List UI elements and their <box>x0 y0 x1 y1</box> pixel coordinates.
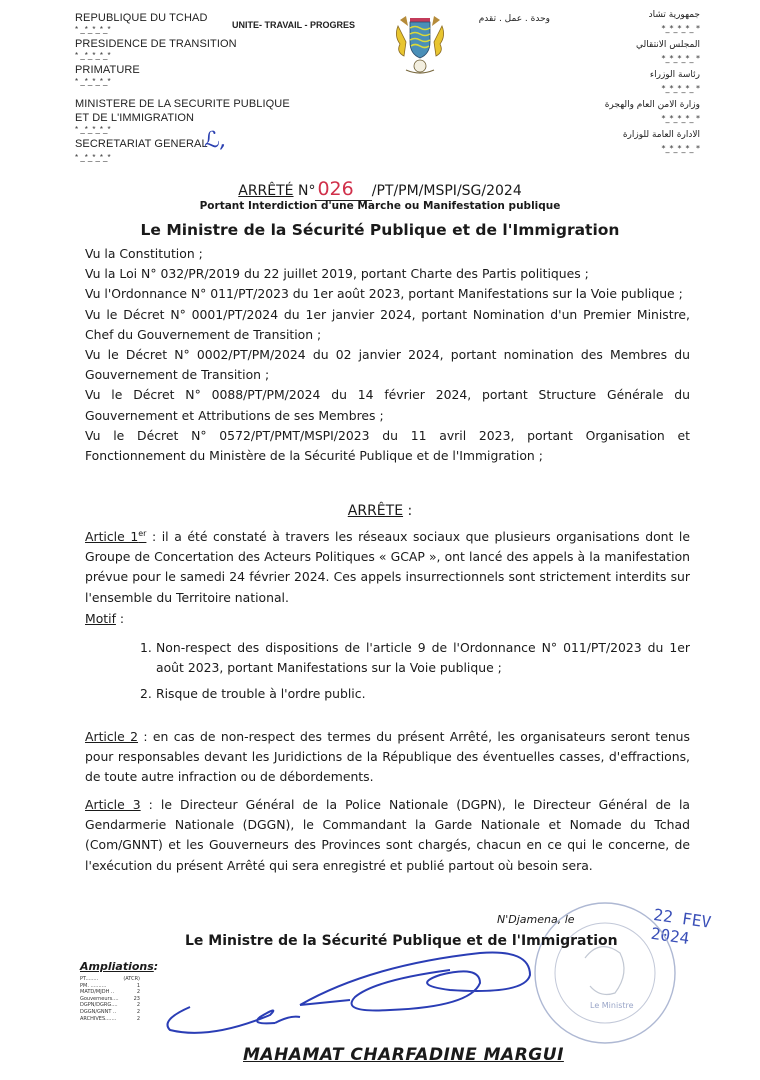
visa-item: Vu le Décret N° 0002/PT/PM/2024 du 02 janvier 2024, portant nomination des Membres du Gouvernement de Transition ; <box>85 347 690 383</box>
article-1 <box>85 527 690 608</box>
motif-heading <box>85 609 690 629</box>
seal-text: Le Ministre <box>590 1001 634 1010</box>
header-ar-primature: رئاسة الوزراء <box>649 70 700 80</box>
header-ar-separator: *_*_*_*_ * <box>661 84 700 93</box>
coat-of-arms-icon <box>392 12 448 76</box>
visa-item: Vu le Décret N° 0001/PT/2024 du 1er janvier 2024, portant Nomination d'un Premier Ministre, Chef du Gouvernement de Transition ; <box>85 306 690 342</box>
decree-number: 026 <box>315 178 371 201</box>
header-ar-council: المجلس الانتقالي <box>636 40 700 50</box>
motif-item: 1. Non-respect des dispositions de l'article 9 de l'Ordonnance N° 011/PT/2023 du 1er août 2023, portant Manifestations sur la Voie publique ; <box>140 638 690 678</box>
motto-french: UNITE- TRAVAIL - PROGRES <box>232 20 356 30</box>
header-ar-separator: *_*_*_*_ * <box>661 114 700 123</box>
arrete-heading-text: ARRÊTE <box>347 503 404 519</box>
motif-item-text: Non-respect des dispositions de l'article 9 de l'Ordonnance N° 011/PT/2023 du 1er août 2023, portant Manifestations sur la Voie publique ; <box>156 640 690 676</box>
decree-number-label: N° <box>297 183 316 199</box>
motif-list <box>140 638 690 705</box>
header-ar-separator: *_*_*_*_ * <box>661 54 700 63</box>
date-stamp: 22 FEV 2024 <box>649 905 713 948</box>
ampliations-list <box>80 976 140 1022</box>
header-separator: * _*_*_*_* <box>75 77 111 86</box>
article-2-label: Article 2 <box>85 729 139 744</box>
header-ar-republic: جمهورية تشاد <box>648 10 700 20</box>
arrete-heading <box>0 503 760 519</box>
arrete-heading-colon: : <box>403 503 413 519</box>
signature-title: Le Ministre de la Sécurité Publique et de l'Immigration <box>185 933 618 949</box>
ampliation-item: PM. .......... 1 <box>80 982 140 989</box>
decree-issuer: Le Ministre de la Sécurité Publique et de l'Immigration <box>140 221 620 239</box>
article-3-text: : le Directeur Général de la Police Nationale (DGPN), le Directeur Général de la Gendarmerie Nationale (DGGN), le Commandant la Garde Nationale et Nomade du Tchad (Com/GNNT) et les Gouverneurs des Provinces sont chargés, chacun en ce qui le concerne, de l'exécution du présent Arrêté qui sera enregistré et publié partout où besoin sera. <box>85 797 690 873</box>
header-ministry-line1: MINISTERE DE LA SECURITE PUBLIQUE <box>75 98 290 110</box>
ampliation-item: ARCHIVES....... 2 <box>80 1015 140 1022</box>
article-2-text: : en cas de non-respect des termes du présent Arrêté, les organisateurs seront tenus pour responsables devant les Juridictions de la République des éventuelles casses, d'effractions, de toute autre infraction ou de débordements. <box>85 729 690 785</box>
header-ar-separator: *_*_*_*_ * <box>661 144 700 153</box>
header-republic: REPUBLIQUE DU TCHAD <box>75 12 208 24</box>
ampliation-item: DGGN/GNNT .. 2 <box>80 1008 140 1015</box>
visa-item: Vu la Loi N° 032/PR/2019 du 22 juillet 2019, portant Charte des Partis politiques ; <box>85 266 589 282</box>
motto-arabic: وحدة . عمل . تقدم <box>478 14 550 24</box>
ampliation-item: MATD/MJDH .. 2 <box>80 989 140 996</box>
header-secretariat: SECRETARIAT GENERAL <box>75 138 208 150</box>
ampliation-item: DGPN/DGRG.... 2 <box>80 1002 140 1009</box>
header-separator: * _*_*_*_* <box>75 153 111 162</box>
article-1-text: : il a été constaté à travers les réseaux sociaux que plusieurs organisations dont le Groupe de Concertation des Acteurs Politiques « GCAP », ont lancé des appels à la manifestation prévue pour le samedi 24 février 2024. Ces appels insurrectionnels sont strictement interdits sur l'ensemble du Territoire national. <box>85 529 690 605</box>
header-separator: * _*_*_*_* <box>75 51 111 60</box>
header-separator: * _*_*_*_* <box>75 25 111 34</box>
decree-title <box>0 178 760 200</box>
article-2 <box>85 727 690 788</box>
motif-label: Motif <box>85 611 116 626</box>
header-separator: * _*_*_*_* <box>75 125 111 134</box>
ampliation-item: PT........ (ATCR) <box>80 976 140 982</box>
decree-reference: /PT/PM/MSPI/SG/2024 <box>371 183 522 199</box>
header-ar-ministry: وزارة الامن العام والهجرة <box>604 100 700 110</box>
visa-item: Vu le Décret N° 0572/PT/PMT/MSPI/2023 du 11 avril 2023, portant Organisation et Fonctionnement du Ministère de la Sécurité Publique et de l'Immigration ; <box>85 427 690 464</box>
motif-colon: : <box>115 611 125 626</box>
visa-item: Vu l'Ordonnance N° 011/PT/2023 du 1er août 2023, portant Manifestations sur la Voie publique ; <box>85 286 683 302</box>
visa-item: Vu la Constitution ; <box>85 246 203 261</box>
decree-subtitle: Portant Interdiction d'une Marche ou Manifestation publique <box>199 200 561 212</box>
handwritten-initials: ℒ, <box>204 128 227 153</box>
motif-item: 2. Risque de trouble à l'ordre public. <box>140 684 690 704</box>
handwritten-signature-icon <box>150 945 580 1045</box>
visas-section <box>85 244 690 466</box>
header-primature: PRIMATURE <box>75 64 140 76</box>
signature-place: N'Djamena, le <box>497 913 575 926</box>
motif-item-text: Risque de trouble à l'ordre public. <box>156 686 366 702</box>
decree-prefix: ARRÊTÉ <box>238 183 294 199</box>
header-ar-separator: *_*_*_*_ * <box>661 24 700 33</box>
ampliation-item: Gouverneurs.... 23 <box>80 995 140 1002</box>
header-ministry-line2: ET DE L'IMMIGRATION <box>75 112 195 124</box>
visa-item: Vu le Décret N° 0088/PT/PM/2024 du 14 février 2024, portant Structure Générale du Gouvernement et Attributions de ses Membres ; <box>85 387 690 423</box>
article-3-label: Article 3 <box>85 797 141 812</box>
header-presidency: PRESIDENCE DE TRANSITION <box>75 38 237 50</box>
signer-name: MAHAMAT CHARFADINE MARGUI <box>243 1045 564 1065</box>
ampliations-heading: Ampliations: <box>80 960 159 973</box>
header-ar-directorate: الادارة العامة للوزارة <box>622 130 700 140</box>
article-3 <box>85 795 690 876</box>
article-1-label: Article 1er <box>85 528 147 544</box>
